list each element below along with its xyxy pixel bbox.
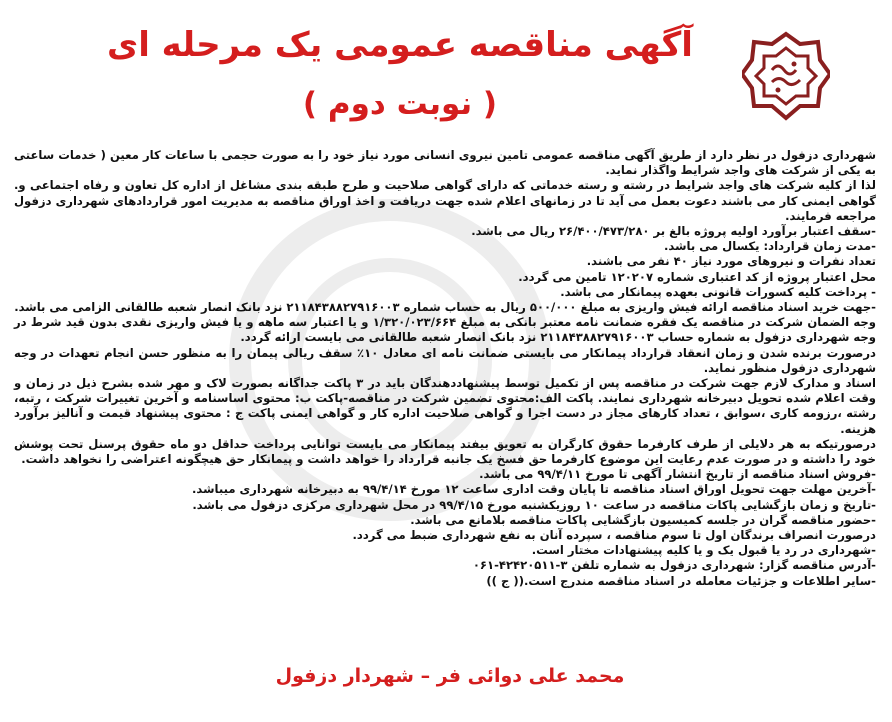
- paragraph-intro: شهرداری دزفول در نظر دارد از طریق آگهی مناقصه عمومی تامین نیروی انسانی مورد نیاز خود را به صورت حجمی با ساعات کار معین ( خدمات ساعتی به یکی از شرکت های واجد شرایط واگذار نماید.: [14, 148, 876, 178]
- paragraph-salary-delay: درصورتیکه به هر دلایلی از طرف کارفرما حقوق کارگران به تعویق بیفتد پیمانکار می بایست توانایی پرداخت حداقل دو ماه حقوق پرسنل تحت پوشش خود را داشته و در صورت عدم رعایت این موضوع کارفرما حق فسخ یک جانبه قرارداد را خواهد داشت و پیمانکار حق هیچگونه اعتراضی را نخواهد داشت.: [14, 436, 876, 467]
- notice-round: ( نوبت دوم ): [302, 86, 498, 122]
- paragraph-envelopes: اسناد و مدارک لازم جهت شرکت در مناقصه پس از تکمیل توسط پیشنهاددهندگان باید در ۳ پاکت جداگانه بصورت لاک و مهر شده بشرح ذیل در زمان و وقت اعلام شده تحویل دبیرخانه شهرداری نمایند. پاکت الف:محتوی تضمین شرکت در مناقصه-پاکت ب: محتوی اساسنامه و آخرین تغییرات شرکت ، رتبه، رشته ،رزومه کاری ،سوابق ، تعداد کارهای مجاز در دست اجرا و گواهی صلاحیت اداره کار و گواهی ایمنی پاکت ج : محتوی پیشنهاد قیمت و آنالیز برآورد هزینه.: [14, 376, 876, 436]
- paragraph-submission-deadline: -آخرین مهلت جهت تحویل اوراق اسناد مناقصه تا پایان وقت اداری ساعت ۱۲ مورخ ۹۹/۴/۱۴ به دبیرخانه شهرداری میباشد.: [192, 482, 876, 497]
- paragraph-staff-count: تعداد نفرات و نیروهای مورد نیاز ۴۰ نفر می باشند.: [586, 254, 876, 269]
- paragraph-bid-bond: وجه الضمان شرکت در مناقصه یک فقره ضمانت نامه معتبر بانکی به مبلغ ۱/۳۲۰/۰۲۳/۶۶۴ و یا اعتبار سه ماهه و یا فیش واریزی نقدی بدون قید شرط در وجه شهرداری دزفول به شماره حساب ۲۱۱۸۴۳۸۸۲۷۹۱۶۰۰۳ نزد بانک انصار شعبه طالقانی می بایست ارائه گردد.: [14, 315, 876, 345]
- paragraph-performance-bond: درصورت برنده شدن و زمان انعقاد قرارداد پیمانکار می بایستی ضمانت نامه ای معادل ۱۰٪ سقف ریالی پیمان را به منظور حسن انجام تعهدات در وجه شهرداری دزفول منظور نماید.: [14, 345, 876, 375]
- mayor-signature: محمد علی دوائی فر – شهردار دزفول: [275, 665, 625, 687]
- paragraph-duration: -مدت زمان قرارداد: یکسال می باشد.: [663, 239, 876, 254]
- notice-body: [14, 148, 876, 589]
- paragraph-other-info: -سایر اطلاعات و جزئیات معامله در اسناد مناقصه مندرج است.(( ج )): [486, 573, 876, 588]
- paragraph-invitation: لذا از کلیه شرکت های واجد شرایط در رشته و رسته خدماتی که دارای گواهی صلاحیت و طرح طبقه بندی مشاغل از اداره کل تعاون و رفاه اجتماعی و. گواهی ایمنی کار می باشند دعوت بعمل می آید تا در زمانهای اعلام شده جهت دریافت و اخذ اوراق مناقصه به مدیریت امور قراردادهای شهرداری دزفول مراجعه فرمایند.: [14, 178, 876, 223]
- notice-title: آگهی مناقصه عمومی یک مرحله ای: [107, 25, 693, 65]
- paragraph-rejection-right: -شهرداری در رد یا قبول یک و یا کلیه پیشنهادات مختار است.: [531, 543, 876, 558]
- paragraph-withdrawal: درصورت انصراف برندگان اول تا سوم مناقصه ، سپرده آنان به نفع شهرداری ضبط می گردد.: [352, 528, 876, 543]
- paragraph-document-purchase: -جهت خرید اسناد مناقصه ارائه فیش واریزی به مبلغ ۵۰۰/۰۰۰ ریال به حساب شماره ۲۱۱۸۴۳۸۸۲۷۹۱۶۰۰۳ نزد بانک انصار شعبه طالقانی الزامی می باشد.: [14, 300, 876, 315]
- municipality-logo-icon: [742, 30, 830, 122]
- paragraph-address: -آدرس مناقصه گزار: شهرداری دزفول به شماره تلفن ۳-۴۲۴۲۰۵۱۱-۰۶۱: [472, 558, 876, 573]
- paragraph-credit-code: محل اعتبار پروژه از کد اعتباری شماره ۱۲۰۲۰۷ تامین می گردد.: [518, 269, 876, 284]
- paragraph-opening-date: -تاریخ و زمان بازگشایی پاکات مناقصه در ساعت ۱۰ روزیکشنبه مورخ ۹۹/۴/۱۵ در محل شهرداری مرکزی دزفول می باشد.: [192, 497, 876, 512]
- paragraph-attendance: -حضور مناقصه گران در جلسه کمیسیون بازگشایی پاکات مناقصه بلامانع می باشد.: [410, 512, 876, 527]
- paragraph-sale-deadline: -فروش اسناد مناقصه از تاریخ انتشار آگهی تا مورخ ۹۹/۴/۱۱ می باشد.: [479, 467, 876, 482]
- paragraph-deductions: - پرداخت کلیه کسورات قانونی بعهده پیمانکار می باشد.: [560, 284, 876, 299]
- paragraph-budget: -سقف اعتبار برآورد اولیه پروژه بالغ بر ۲۶/۴۰۰/۴۷۳/۲۸۰ ریال می باشد.: [471, 224, 876, 239]
